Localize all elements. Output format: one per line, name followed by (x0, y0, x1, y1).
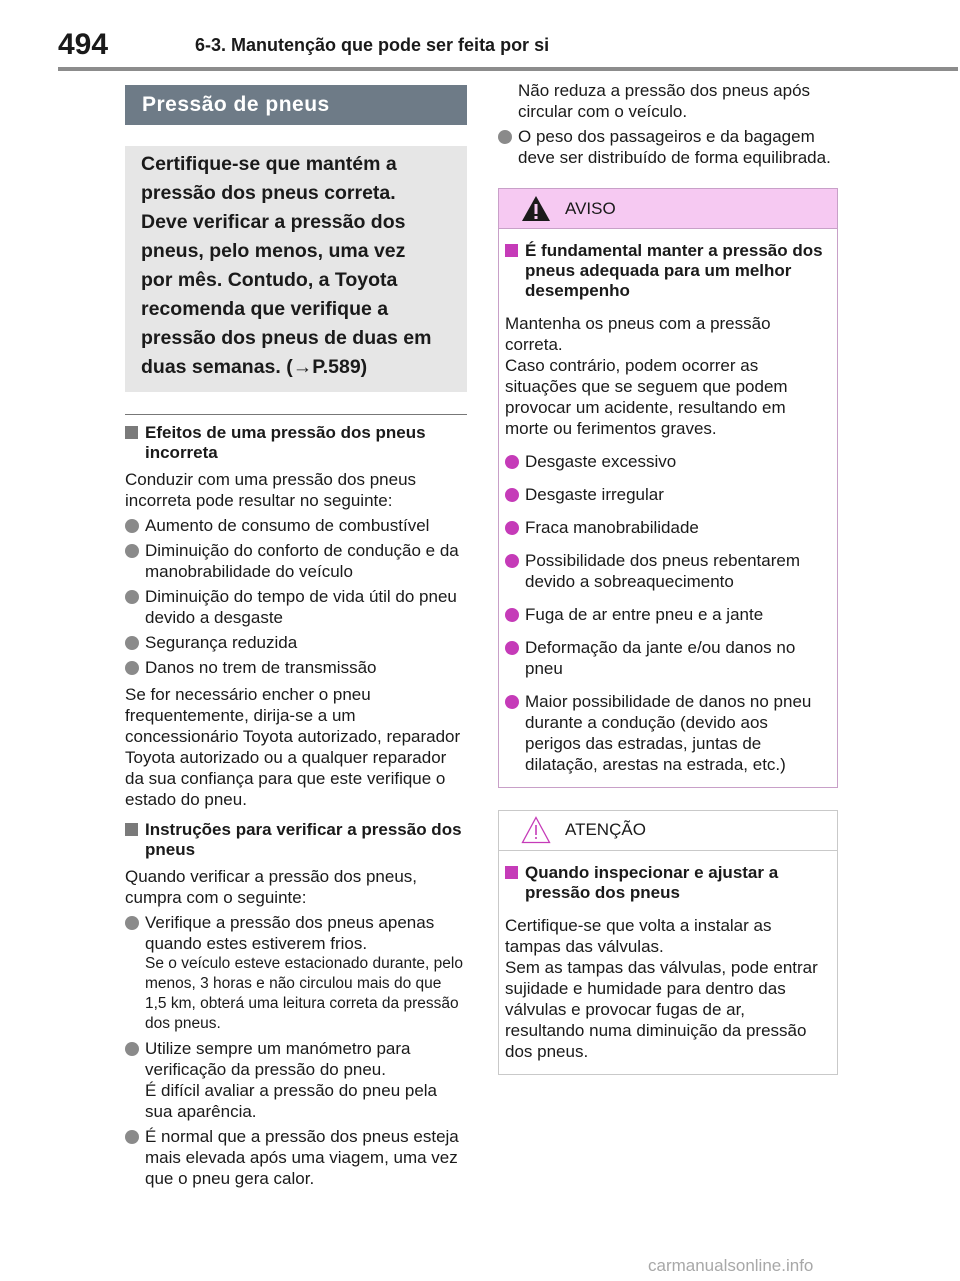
intro-line: Certifique-se que mantém a (141, 153, 397, 175)
circle-bullet-icon (505, 554, 519, 568)
subsection-heading: Efeitos de uma pressão dos pneus incorreta (125, 423, 467, 463)
list-item: Deformação da jante e/ou danos no pneu (505, 637, 825, 679)
note: É difícil avaliar a pressão do pneu pela sua aparência. (145, 1081, 438, 1121)
circle-bullet-icon (498, 130, 512, 144)
right-column (498, 80, 838, 1075)
intro-line: pneus, pelo menos, uma vez (141, 240, 406, 262)
paragraph: Se for necessário encher o pneu frequentemente, dirija-se a um concessionário Toyota autorizado, reparador Toyota autorizado ou a qualquer reparador da sua confiança para que este verifique o estado do pneu. (125, 685, 461, 809)
list-item: Diminuição do tempo de vida útil do pneu devido a desgaste (125, 586, 467, 628)
square-bullet-icon (125, 426, 138, 439)
intro-line: recomenda que verifique a (141, 298, 389, 320)
list-item: É normal que a pressão dos pneus esteja mais elevada após uma viagem, uma vez que o pneu gera calor. (125, 1126, 467, 1189)
paragraph: Sem as tampas das válvulas, pode entrar sujidade e humidade para dentro das válvulas e provocar fugas de ar, resultando numa diminuição da pressão dos pneus. (505, 958, 818, 1061)
caution-heading: Quando inspecionar e ajustar a pressão dos pneus (505, 863, 825, 903)
paragraph: Certifique-se que volta a instalar as tampas das válvulas. (505, 916, 772, 956)
topic-title: Pressão de pneus (125, 85, 467, 125)
circle-bullet-icon (125, 544, 139, 558)
circle-bullet-icon (505, 521, 519, 535)
paragraph: Quando verificar a pressão dos pneus, cumpra com o seguinte: (125, 867, 418, 907)
intro-line: pressão dos pneus correta. (141, 182, 396, 204)
caution-triangle-icon (521, 816, 551, 844)
header-rule (58, 67, 958, 71)
page-number: 494 (58, 28, 109, 61)
paragraph: Conduzir com uma pressão dos pneus incorreta pode resultar no seguinte: (125, 470, 417, 510)
circle-bullet-icon (125, 916, 139, 930)
square-bullet-icon (505, 244, 518, 257)
list-item: Diminuição do conforto de condução e da manobrabilidade do veículo (125, 540, 467, 582)
list-item: Fraca manobrabilidade (505, 517, 825, 538)
warning-header (499, 189, 837, 229)
circle-bullet-icon (125, 636, 139, 650)
caution-label: ATENÇÃO (565, 820, 646, 839)
continued-text: Não reduza a pressão dos pneus após circular com o veículo. (518, 81, 811, 121)
warning-heading: É fundamental manter a pressão dos pneus adequada para um melhor desempenho (505, 241, 825, 301)
list-item: Verifique a pressão dos pneus apenas quando estes estiverem frios. Se o veículo esteve estacionado durante, pelo menos, 3 horas e não circulou mais do que 1,5 km, obterá uma leitura correta da pressão dos pneus. (125, 912, 467, 1034)
circle-bullet-icon (125, 590, 139, 604)
intro-box (125, 146, 467, 392)
paragraph: Caso contrário, podem ocorrer as situações que se seguem que podem provocar um acidente, resultando em morte ou ferimentos graves. (505, 356, 788, 438)
list-item: Danos no trem de transmissão (125, 657, 467, 678)
paragraph: Mantenha os pneus com a pressão correta. (505, 314, 771, 354)
list-item: Aumento de consumo de combustível (125, 515, 467, 536)
circle-bullet-icon (125, 1130, 139, 1144)
left-column (125, 85, 467, 1189)
circle-bullet-icon (125, 519, 139, 533)
watermark: carmanualsonline.info (648, 1256, 814, 1275)
list-item: Utilize sempre um manómetro para verificação da pressão do pneu. É difícil avaliar a pressão do pneu pela sua aparência. (125, 1038, 467, 1122)
list-item: Desgaste irregular (505, 484, 825, 505)
intro-line-page-link[interactable]: duas semanas. (→P.589) (141, 356, 368, 378)
intro-line: Deve verificar a pressão dos (141, 211, 406, 233)
subsection-heading: Instruções para verificar a pressão dos pneus (125, 820, 467, 860)
circle-bullet-icon (505, 608, 519, 622)
warning-triangle-icon (521, 195, 551, 222)
note: Se o veículo esteve estacionado durante, pelo menos, 3 horas e não circulou mais do que 1,5 km, obterá uma leitura correta da pressão dos pneus. (145, 955, 463, 1032)
warning-label: AVISO (565, 199, 616, 218)
list-item: Desgaste excessivo (505, 451, 825, 472)
caution-box (498, 810, 838, 1075)
square-bullet-icon (505, 866, 518, 879)
intro-line: por mês. Contudo, a Toyota (141, 269, 398, 291)
circle-bullet-icon (505, 488, 519, 502)
intro-line: pressão dos pneus de duas em (141, 327, 432, 349)
section-title: 6-3. Manutenção que pode ser feita por si (195, 35, 550, 55)
circle-bullet-icon (505, 641, 519, 655)
section-divider (125, 414, 467, 415)
list-item: Segurança reduzida (125, 632, 467, 653)
list-item: Possibilidade dos pneus rebentarem devido a sobreaquecimento (505, 550, 825, 592)
caution-header (499, 811, 837, 851)
circle-bullet-icon (125, 1042, 139, 1056)
square-bullet-icon (125, 823, 138, 836)
list-item: O peso dos passageiros e da bagagem deve ser distribuído de forma equilibrada. (498, 126, 838, 168)
list-item: Fuga de ar entre pneu e a jante (505, 604, 825, 625)
warning-box (498, 188, 838, 788)
circle-bullet-icon (505, 695, 519, 709)
circle-bullet-icon (125, 661, 139, 675)
list-item: Maior possibilidade de danos no pneu durante a condução (devido aos perigos das estradas, juntas de dilatação, arestas na estrada, etc.) (505, 691, 825, 775)
circle-bullet-icon (505, 455, 519, 469)
